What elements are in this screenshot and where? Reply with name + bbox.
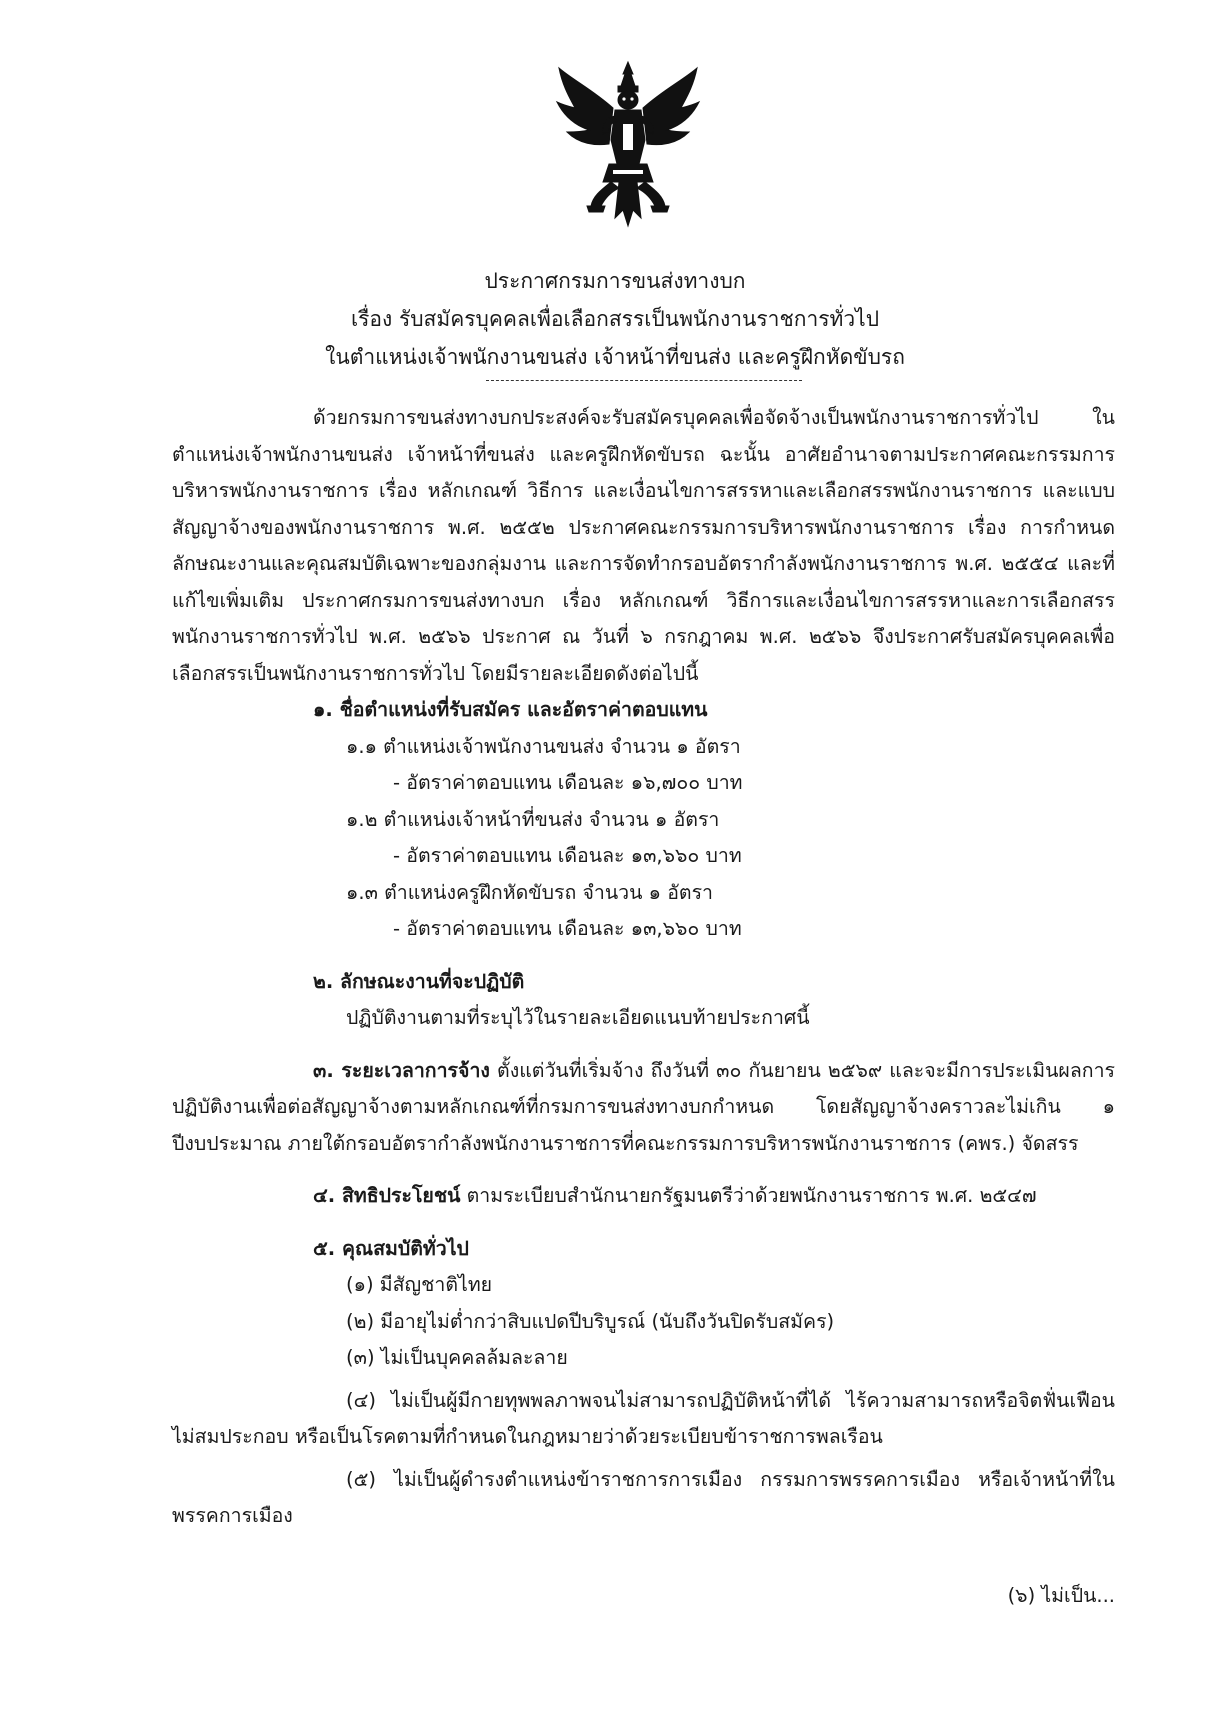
announcement-body [172, 400, 1115, 1535]
title-divider [486, 380, 802, 381]
garuda-emblem-icon [553, 60, 703, 230]
position-1-pay: - อัตราค่าตอบแทน เดือนละ ๑๖,๗๐๐ บาท [393, 771, 743, 794]
section3-heading: ๓. ระยะเวลาการจ้าง [313, 1058, 490, 1082]
section2-heading: ๒. ลักษณะงานที่จะปฏิบัติ [313, 969, 525, 993]
qualification-1: (๑) มีสัญชาติไทย [346, 1273, 493, 1296]
qualification-3: (๓) ไม่เป็นบุคคลล้มละลาย [346, 1346, 568, 1369]
intro-paragraph: ด้วยกรมการขนส่งทางบกประสงค์จะรับสมัครบุคคลเพื่อจัดจ้างเป็นพนักงานราชการทั่วไป ในตำแหน่งเจ้าพนักงานขนส่ง เจ้าหน้าที่ขนส่ง และครูฝึกหัดขับรถ ฉะนั้น อาศัยอำนาจตามประกาศคณะกรรมการบริหารพนักงานราชการ เรื่อง หลักเกณฑ์ วิธีการ และเงื่อนไขการสรรหาและเลือกสรรพนักงานราชการ และแบบสัญญาจ้างของพนักงานราชการ พ.ศ. ๒๕๕๒ ประกาศคณะกรรมการบริหารพนักงานราชการ เรื่อง การกำหนดลักษณะงานและคุณสมบัติเฉพาะของกลุ่มงาน และการจัดทำกรอบอัตรากำลังพนักงานราชการ พ.ศ. ๒๕๕๔ และที่แก้ไขเพิ่มเติม ประกาศกรมการขนส่งทางบก เรื่อง หลักเกณฑ์ วิธีการและเงื่อนไขการสรรหาและการเลือกสรรพนักงานราชการทั่วไป พ.ศ. ๒๕๖๖ ประกาศ ณ วันที่ ๖ กรกฎาคม พ.ศ. ๒๕๖๖ จึงประกาศรับสมัครบุคคลเพื่อเลือกสรรเป็นพนักงานราชการทั่วไป โดยมีรายละเอียดดังต่อไปนี้ [172, 406, 1115, 685]
section1-heading: ๑. ชื่อตำแหน่งที่รับสมัคร และอัตราค่าตอบแทน [313, 698, 708, 721]
section4-text: ตามระเบียบสำนักนายกรัฐมนตรีว่าด้วยพนักงานราชการ พ.ศ. ๒๕๔๗ [460, 1184, 1037, 1207]
section4-heading: ๔. สิทธิประโยชน์ [313, 1184, 461, 1207]
qualification-2: (๒) มีอายุไม่ต่ำกว่าสิบแปดปีบริบูรณ์ (นับถึงวันปิดรับสมัคร) [346, 1309, 835, 1333]
position-2-pay: - อัตราค่าตอบแทน เดือนละ ๑๓,๖๖๐ บาท [393, 844, 742, 867]
qualification-5: (๕) ไม่เป็นผู้ดำรงตำแหน่งข้าราชการการเมือง กรรมการพรรคการเมือง หรือเจ้าหน้าที่ในพรรคการเมือง [172, 1467, 1115, 1527]
position-2: ๑.๒ ตำแหน่งเจ้าหน้าที่ขนส่ง จำนวน ๑ อัตรา [346, 807, 720, 831]
announcement-subject: เรื่อง รับสมัครบุคคลเพื่อเลือกสรรเป็นพนักงานราชการทั่วไป [350, 307, 880, 331]
announcement-positions: ในตำแหน่งเจ้าพนักงานขนส่ง เจ้าหน้าที่ขนส่ง และครูฝึกหัดขับรถ [325, 345, 905, 369]
position-3-pay: - อัตราค่าตอบแทน เดือนละ ๑๓,๖๖๐ บาท [393, 917, 742, 940]
qualification-4: (๔) ไม่เป็นผู้มีกายทุพพลภาพจนไม่สามารถปฏิบัติหน้าที่ได้ ไร้ความสามารถหรือจิตฟั่นเฟือน ไม่สมประกอบ หรือเป็นโรคตามที่กำหนดในกฎหมายว่าด้วยระเบียบข้าราชการพลเรือน [172, 1388, 1115, 1448]
announcement-title: ประกาศกรมการขนส่งทางบก [484, 269, 746, 293]
section3-text: ตั้งแต่วันที่เริ่มจ้าง ถึงวันที่ ๓๐ กันยายน ๒๕๖๙ และจะมีการประเมินผลการปฏิบัติงานเพื่อต่อสัญญาจ้างตามหลักเกณฑ์ที่กรมการขนส่งทางบกกำหนด โดยสัญญาจ้างคราวละไม่เกิน ๑ ปีงบประมาณ ภายใต้กรอบอัตรากำลังพนักงานราชการที่คณะกรรมการบริหารพนักงานราชการ (คพร.) จัดสรร [172, 1058, 1116, 1155]
section4-paragraph [172, 1178, 1115, 1215]
position-3: ๑.๓ ตำแหน่งครูฝึกหัดขับรถ จำนวน ๑ อัตรา [346, 880, 714, 904]
position-1: ๑.๑ ตำแหน่งเจ้าพนักงานขนส่ง จำนวน ๑ อัตรา [346, 734, 741, 758]
section2-text: ปฏิบัติงานตามที่ระบุไว้ในรายละเอียดแนบท้ายประกาศนี้ [346, 1006, 810, 1029]
section3-paragraph [172, 1053, 1115, 1163]
continuation-marker: (๖) ไม่เป็น... [1007, 1584, 1115, 1607]
section5-heading: ๕. คุณสมบัติทั่วไป [313, 1236, 469, 1260]
